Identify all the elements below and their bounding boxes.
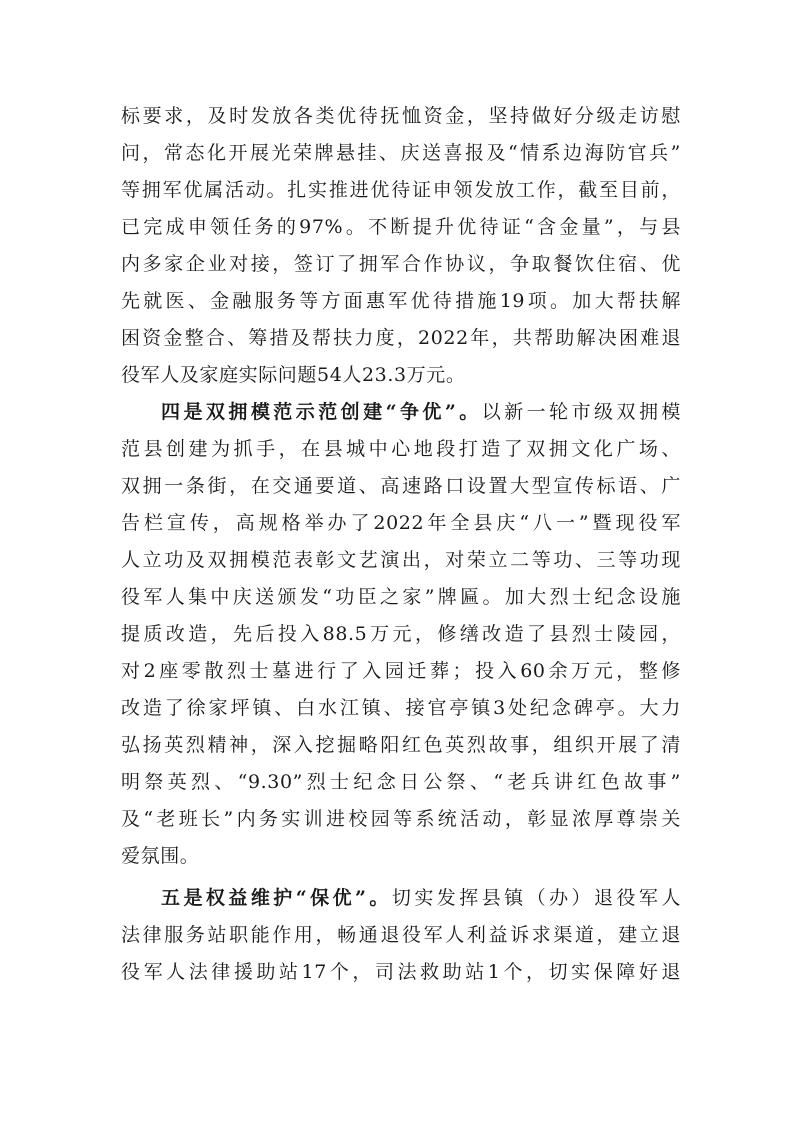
text-line: 告栏宣传，高规格举办了2022年全县庆“八一”暨现役军 (121, 512, 681, 534)
text-line: 已完成申领任务的97%。不断提升优待证“含金量”，与县 (121, 216, 681, 238)
text-line: 弘扬英烈精神，深入挖掘略阳红色英烈故事，组织开展了清 (121, 734, 681, 756)
text-line: 及“老班长”内务实训进校园等系统活动，彰显浓厚尊崇关 (121, 808, 681, 830)
text-line: 范县创建为抓手，在县城中心地段打造了双拥文化广场、 (121, 438, 681, 460)
text-line: 先就医、金融服务等方面惠军优待措施19项。加大帮扶解 (121, 290, 681, 312)
text-line: 役军人集中庆送颁发“功臣之家”牌匾。加大烈士纪念设施 (121, 586, 681, 608)
text-line: 内多家企业对接，签订了拥军合作协议，争取餐饮住宿、优 (121, 253, 681, 275)
text-line: 役军人及家庭实际问题54人23.3万元。 (121, 364, 466, 386)
text-line: 对2座零散烈士墓进行了入园迁葬；投入60余万元，整修 (121, 660, 681, 682)
paragraph-heading: 四是双拥模范示范创建“争优”。 (161, 401, 482, 423)
paragraph-first-line (121, 880, 681, 917)
paragraph-heading: 五是权益维护“保优”。 (161, 887, 392, 909)
text-line: 人立功及双拥模范表彰文艺演出，对荣立二等功、三等功现 (121, 549, 681, 571)
paragraph-first-line-text: 以新一轮市级双拥模 (481, 401, 681, 423)
paragraph-first-line-text: 切实发挥县镇（办）退役军人 (391, 887, 681, 909)
paragraph-first-line (121, 394, 681, 431)
body-text (121, 98, 681, 991)
text-line: 标要求，及时发放各类优待抚恤资金，坚持做好分级走访慰 (121, 105, 681, 127)
paragraph-2 (121, 394, 681, 875)
text-line: 困资金整合、筹措及帮扶力度，2022年，共帮助解决困难退 (121, 327, 681, 349)
text-line: 等拥军优属活动。扎实推进优待证申领发放工作，截至目前， (121, 179, 681, 201)
text-line: 双拥一条街，在交通要道、高速路口设置大型宣传标语、广 (121, 475, 681, 497)
paragraph-1 (121, 98, 681, 394)
text-line: 爱氛围。 (121, 845, 200, 867)
text-line: 问，常态化开展光荣牌悬挂、庆送喜报及“情系边海防官兵” (121, 142, 681, 164)
text-line: 法律服务站职能作用，畅通退役军人利益诉求渠道，建立退 (121, 924, 681, 946)
text-line: 提质改造，先后投入88.5万元，修缮改造了县烈士陵园， (121, 623, 681, 645)
text-line: 明祭英烈、“9.30”烈士纪念日公祭、“老兵讲红色故事” (121, 771, 681, 793)
text-line: 改造了徐家坪镇、白水江镇、接官亭镇3处纪念碑亭。大力 (121, 697, 681, 719)
text-line: 役军人法律援助站17个，司法救助站1个，切实保障好退 (121, 961, 681, 983)
paragraph-3 (121, 880, 681, 991)
